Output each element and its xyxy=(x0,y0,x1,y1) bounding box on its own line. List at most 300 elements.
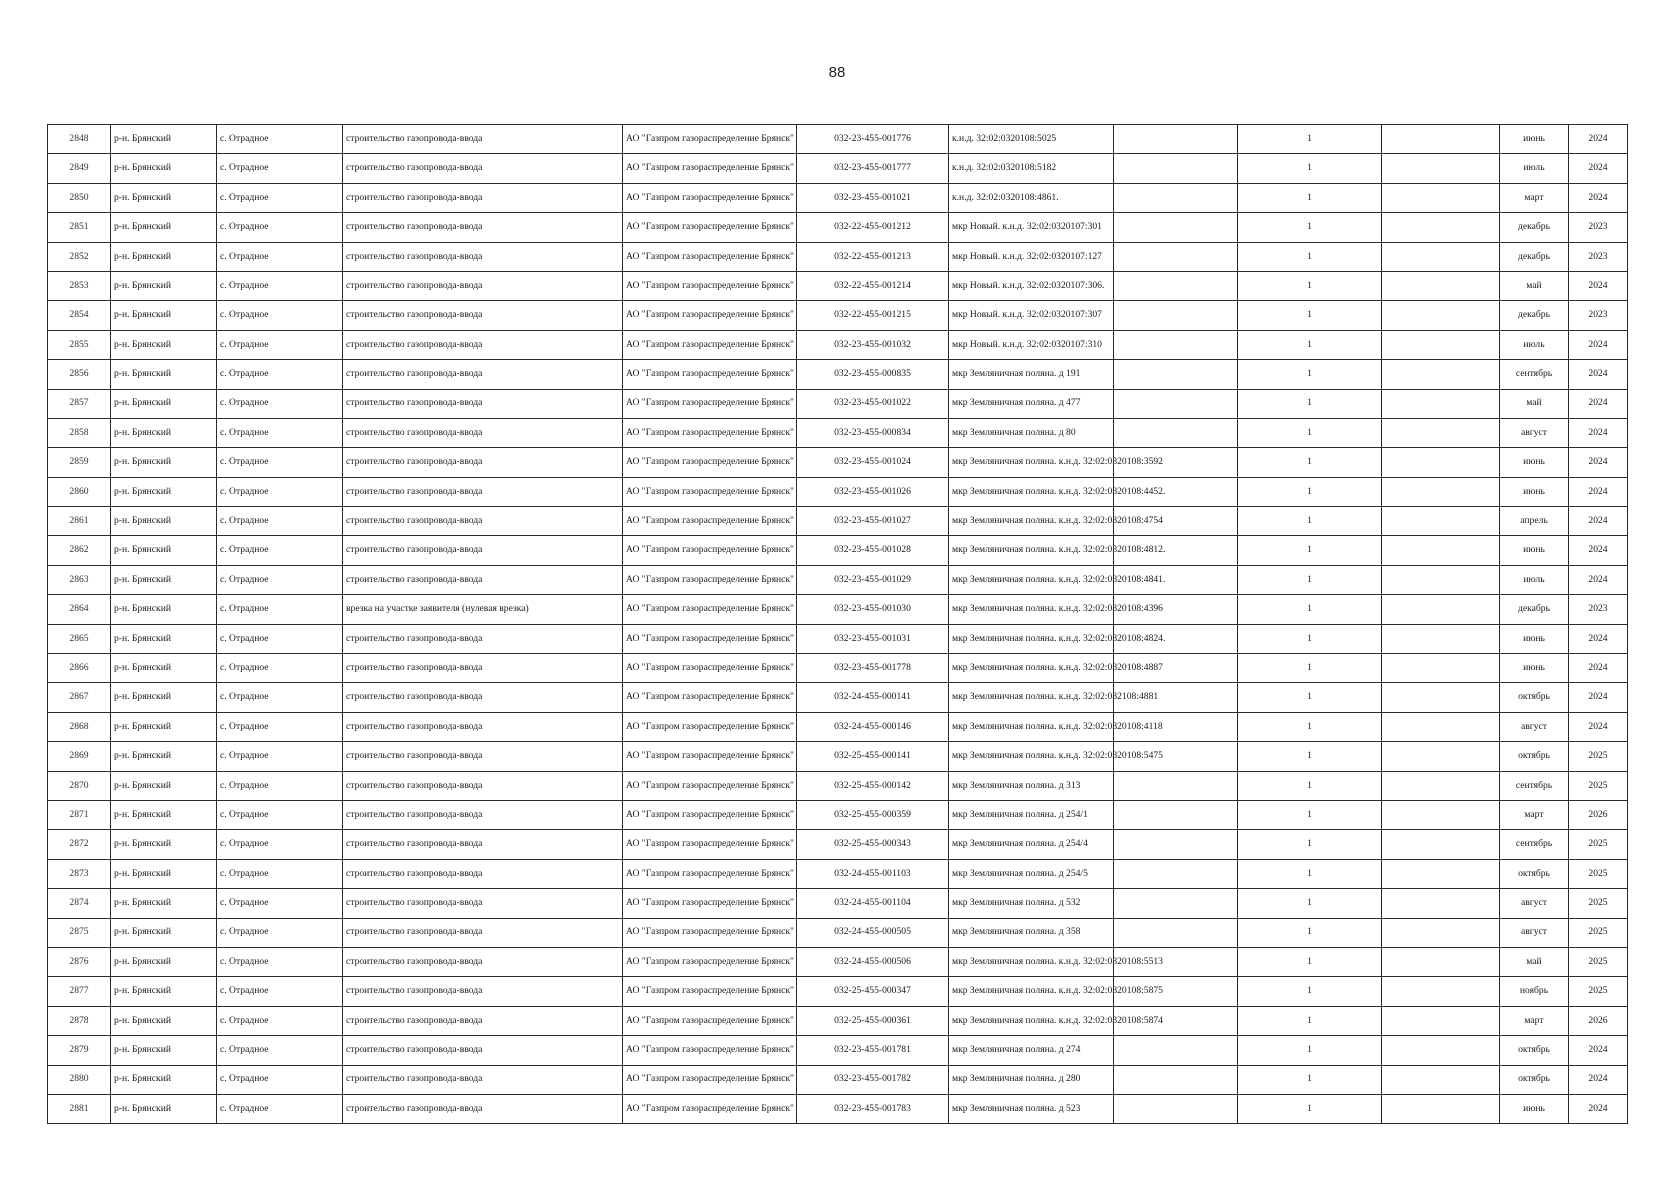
contract-number-cell: 032-23-455-000835 xyxy=(797,360,949,389)
contract-number-cell: 032-23-455-001778 xyxy=(797,654,949,683)
year-cell: 2024 xyxy=(1569,624,1628,653)
settlement-cell: с. Отрадное xyxy=(217,830,343,859)
district-cell: р-н. Брянский xyxy=(111,448,217,477)
empty-cell xyxy=(1382,389,1500,418)
contract-number-cell: 032-23-455-001027 xyxy=(797,507,949,536)
row-number-cell: 2857 xyxy=(48,389,111,418)
empty-cell xyxy=(1114,889,1238,918)
month-cell: июль xyxy=(1500,565,1569,594)
quantity-cell: 1 xyxy=(1238,595,1382,624)
work-type-cell: строительство газопровода-ввода xyxy=(343,947,623,976)
quantity-cell: 1 xyxy=(1238,242,1382,271)
table-row xyxy=(48,800,1628,829)
empty-cell xyxy=(1114,1094,1238,1123)
organization-cell: АО "Газпром газораспределение Брянск" xyxy=(623,977,797,1006)
organization-cell: АО "Газпром газораспределение Брянск" xyxy=(623,213,797,242)
address-cell: мкр Земляничная поляна. д 532 xyxy=(949,889,1114,918)
empty-cell xyxy=(1382,654,1500,683)
empty-cell xyxy=(1114,360,1238,389)
empty-cell xyxy=(1114,389,1238,418)
empty-cell xyxy=(1114,830,1238,859)
month-cell: июнь xyxy=(1500,125,1569,154)
table-row xyxy=(48,477,1628,506)
row-number-cell: 2881 xyxy=(48,1094,111,1123)
empty-cell xyxy=(1114,301,1238,330)
year-cell: 2025 xyxy=(1569,830,1628,859)
district-cell: р-н. Брянский xyxy=(111,507,217,536)
contract-number-cell: 032-24-455-000141 xyxy=(797,683,949,712)
work-type-cell: врезка на участке заявителя (нулевая врезка) xyxy=(343,595,623,624)
address-cell: мкр Земляничная поляна. д 254/1 xyxy=(949,800,1114,829)
organization-cell: АО "Газпром газораспределение Брянск" xyxy=(623,418,797,447)
address-cell: мкр Земляничная поляна. к.н.д. 32:02:0320108:4812. xyxy=(949,536,1114,565)
table-row xyxy=(48,389,1628,418)
row-number-cell: 2874 xyxy=(48,889,111,918)
contract-number-cell: 032-24-455-001104 xyxy=(797,889,949,918)
month-cell: август xyxy=(1500,712,1569,741)
settlement-cell: с. Отрадное xyxy=(217,800,343,829)
work-type-cell: строительство газопровода-ввода xyxy=(343,125,623,154)
contract-number-cell: 032-23-455-001026 xyxy=(797,477,949,506)
address-cell: мкр Земляничная поляна. к.н.д. 32:02:032108:4881 xyxy=(949,683,1114,712)
empty-cell xyxy=(1382,947,1500,976)
empty-cell xyxy=(1114,1065,1238,1094)
month-cell: август xyxy=(1500,418,1569,447)
month-cell: сентябрь xyxy=(1500,360,1569,389)
year-cell: 2024 xyxy=(1569,507,1628,536)
district-cell: р-н. Брянский xyxy=(111,712,217,741)
empty-cell xyxy=(1114,213,1238,242)
year-cell: 2025 xyxy=(1569,947,1628,976)
table-row xyxy=(48,330,1628,359)
work-type-cell: строительство газопровода-ввода xyxy=(343,830,623,859)
organization-cell: АО "Газпром газораспределение Брянск" xyxy=(623,1065,797,1094)
month-cell: сентябрь xyxy=(1500,830,1569,859)
year-cell: 2024 xyxy=(1569,271,1628,300)
table-row xyxy=(48,301,1628,330)
address-cell: мкр Новый. к.н.д. 32:02:0320107:307 xyxy=(949,301,1114,330)
row-number-cell: 2848 xyxy=(48,125,111,154)
settlement-cell: с. Отрадное xyxy=(217,360,343,389)
table-row xyxy=(48,418,1628,447)
empty-cell xyxy=(1382,712,1500,741)
row-number-cell: 2873 xyxy=(48,859,111,888)
row-number-cell: 2862 xyxy=(48,536,111,565)
organization-cell: АО "Газпром газораспределение Брянск" xyxy=(623,301,797,330)
work-type-cell: строительство газопровода-ввода xyxy=(343,1065,623,1094)
quantity-cell: 1 xyxy=(1238,360,1382,389)
settlement-cell: с. Отрадное xyxy=(217,977,343,1006)
quantity-cell: 1 xyxy=(1238,624,1382,653)
table-row xyxy=(48,830,1628,859)
contract-number-cell: 032-23-455-001781 xyxy=(797,1036,949,1065)
empty-cell xyxy=(1114,154,1238,183)
contract-number-cell: 032-23-455-001782 xyxy=(797,1065,949,1094)
year-cell: 2024 xyxy=(1569,536,1628,565)
work-type-cell: строительство газопровода-ввода xyxy=(343,154,623,183)
settlement-cell: с. Отрадное xyxy=(217,271,343,300)
row-number-cell: 2869 xyxy=(48,742,111,771)
page-number: 88 xyxy=(828,64,846,81)
contract-number-cell: 032-23-455-001029 xyxy=(797,565,949,594)
address-cell: мкр Земляничная поляна. к.н.д. 32:02:0320108:4824. xyxy=(949,624,1114,653)
settlement-cell: с. Отрадное xyxy=(217,1006,343,1035)
settlement-cell: с. Отрадное xyxy=(217,154,343,183)
month-cell: декабрь xyxy=(1500,242,1569,271)
organization-cell: АО "Газпром газораспределение Брянск" xyxy=(623,330,797,359)
address-cell: мкр Земляничная поляна. к.н.д. 32:02:0320108:4452. xyxy=(949,477,1114,506)
table-row xyxy=(48,624,1628,653)
month-cell: июнь xyxy=(1500,477,1569,506)
organization-cell: АО "Газпром газораспределение Брянск" xyxy=(623,242,797,271)
address-cell: мкр Земляничная поляна. д 358 xyxy=(949,918,1114,947)
empty-cell xyxy=(1382,1006,1500,1035)
quantity-cell: 1 xyxy=(1238,507,1382,536)
year-cell: 2025 xyxy=(1569,918,1628,947)
address-cell: мкр Новый. к.н.д. 32:02:0320107:310 xyxy=(949,330,1114,359)
organization-cell: АО "Газпром газораспределение Брянск" xyxy=(623,889,797,918)
settlement-cell: с. Отрадное xyxy=(217,418,343,447)
empty-cell xyxy=(1114,242,1238,271)
empty-cell xyxy=(1382,213,1500,242)
organization-cell: АО "Газпром газораспределение Брянск" xyxy=(623,1006,797,1035)
table-row xyxy=(48,125,1628,154)
empty-cell xyxy=(1382,330,1500,359)
settlement-cell: с. Отрадное xyxy=(217,947,343,976)
settlement-cell: с. Отрадное xyxy=(217,242,343,271)
contract-number-cell: 032-24-455-000505 xyxy=(797,918,949,947)
contract-number-cell: 032-24-455-001103 xyxy=(797,859,949,888)
month-cell: июнь xyxy=(1500,536,1569,565)
empty-cell xyxy=(1382,1036,1500,1065)
table-row xyxy=(48,683,1628,712)
contract-number-cell: 032-22-455-001215 xyxy=(797,301,949,330)
table-row xyxy=(48,595,1628,624)
work-type-cell: строительство газопровода-ввода xyxy=(343,183,623,212)
work-type-cell: строительство газопровода-ввода xyxy=(343,477,623,506)
address-cell: мкр Новый. к.н.д. 32:02:0320107:301 xyxy=(949,213,1114,242)
work-type-cell: строительство газопровода-ввода xyxy=(343,889,623,918)
district-cell: р-н. Брянский xyxy=(111,654,217,683)
month-cell: март xyxy=(1500,1006,1569,1035)
year-cell: 2024 xyxy=(1569,389,1628,418)
settlement-cell: с. Отрадное xyxy=(217,565,343,594)
contract-number-cell: 032-25-455-000361 xyxy=(797,1006,949,1035)
organization-cell: АО "Газпром газораспределение Брянск" xyxy=(623,1094,797,1123)
quantity-cell: 1 xyxy=(1238,830,1382,859)
quantity-cell: 1 xyxy=(1238,654,1382,683)
work-type-cell: строительство газопровода-ввода xyxy=(343,448,623,477)
table-row xyxy=(48,654,1628,683)
settlement-cell: с. Отрадное xyxy=(217,742,343,771)
empty-cell xyxy=(1114,771,1238,800)
district-cell: р-н. Брянский xyxy=(111,771,217,800)
table-row xyxy=(48,183,1628,212)
district-cell: р-н. Брянский xyxy=(111,918,217,947)
year-cell: 2023 xyxy=(1569,595,1628,624)
month-cell: декабрь xyxy=(1500,213,1569,242)
table-body xyxy=(48,125,1628,1124)
work-type-cell: строительство газопровода-ввода xyxy=(343,742,623,771)
row-number-cell: 2871 xyxy=(48,800,111,829)
settlement-cell: с. Отрадное xyxy=(217,330,343,359)
work-type-cell: строительство газопровода-ввода xyxy=(343,624,623,653)
year-cell: 2025 xyxy=(1569,977,1628,1006)
month-cell: октябрь xyxy=(1500,1065,1569,1094)
address-cell: мкр Земляничная поляна. д 280 xyxy=(949,1065,1114,1094)
row-number-cell: 2877 xyxy=(48,977,111,1006)
quantity-cell: 1 xyxy=(1238,712,1382,741)
work-type-cell: строительство газопровода-ввода xyxy=(343,977,623,1006)
quantity-cell: 1 xyxy=(1238,389,1382,418)
table-row xyxy=(48,859,1628,888)
settlement-cell: с. Отрадное xyxy=(217,1094,343,1123)
month-cell: декабрь xyxy=(1500,301,1569,330)
address-cell: мкр Земляничная поляна. к.н.д. 32:02:0320108:4754 xyxy=(949,507,1114,536)
empty-cell xyxy=(1114,330,1238,359)
year-cell: 2024 xyxy=(1569,683,1628,712)
table-row xyxy=(48,154,1628,183)
work-type-cell: строительство газопровода-ввода xyxy=(343,565,623,594)
organization-cell: АО "Газпром газораспределение Брянск" xyxy=(623,771,797,800)
district-cell: р-н. Брянский xyxy=(111,1065,217,1094)
year-cell: 2024 xyxy=(1569,125,1628,154)
month-cell: сентябрь xyxy=(1500,771,1569,800)
row-number-cell: 2861 xyxy=(48,507,111,536)
address-cell: к.н.д. 32:02:0320108:4861. xyxy=(949,183,1114,212)
empty-cell xyxy=(1382,683,1500,712)
organization-cell: АО "Газпром газораспределение Брянск" xyxy=(623,360,797,389)
row-number-cell: 2852 xyxy=(48,242,111,271)
organization-cell: АО "Газпром газораспределение Брянск" xyxy=(623,154,797,183)
settlement-cell: с. Отрадное xyxy=(217,448,343,477)
month-cell: октябрь xyxy=(1500,859,1569,888)
district-cell: р-н. Брянский xyxy=(111,1094,217,1123)
year-cell: 2024 xyxy=(1569,418,1628,447)
contract-number-cell: 032-25-455-000141 xyxy=(797,742,949,771)
month-cell: июнь xyxy=(1500,624,1569,653)
district-cell: р-н. Брянский xyxy=(111,418,217,447)
organization-cell: АО "Газпром газораспределение Брянск" xyxy=(623,947,797,976)
contract-number-cell: 032-22-455-001213 xyxy=(797,242,949,271)
contract-number-cell: 032-25-455-000359 xyxy=(797,800,949,829)
organization-cell: АО "Газпром газораспределение Брянск" xyxy=(623,507,797,536)
settlement-cell: с. Отрадное xyxy=(217,859,343,888)
contract-number-cell: 032-23-455-000834 xyxy=(797,418,949,447)
quantity-cell: 1 xyxy=(1238,1065,1382,1094)
address-cell: мкр Земляничная поляна. к.н.д. 32:02:0320108:4841. xyxy=(949,565,1114,594)
district-cell: р-н. Брянский xyxy=(111,389,217,418)
district-cell: р-н. Брянский xyxy=(111,1006,217,1035)
organization-cell: АО "Газпром газораспределение Брянск" xyxy=(623,624,797,653)
quantity-cell: 1 xyxy=(1238,1036,1382,1065)
settlement-cell: с. Отрадное xyxy=(217,1036,343,1065)
quantity-cell: 1 xyxy=(1238,536,1382,565)
empty-cell xyxy=(1382,448,1500,477)
year-cell: 2023 xyxy=(1569,242,1628,271)
work-type-cell: строительство газопровода-ввода xyxy=(343,271,623,300)
quantity-cell: 1 xyxy=(1238,477,1382,506)
work-type-cell: строительство газопровода-ввода xyxy=(343,507,623,536)
contract-number-cell: 032-23-455-001777 xyxy=(797,154,949,183)
organization-cell: АО "Газпром газораспределение Брянск" xyxy=(623,477,797,506)
contract-number-cell: 032-23-455-001032 xyxy=(797,330,949,359)
row-number-cell: 2866 xyxy=(48,654,111,683)
organization-cell: АО "Газпром газораспределение Брянск" xyxy=(623,183,797,212)
row-number-cell: 2864 xyxy=(48,595,111,624)
month-cell: ноябрь xyxy=(1500,977,1569,1006)
row-number-cell: 2856 xyxy=(48,360,111,389)
address-cell: мкр Земляничная поляна. к.н.д. 32:02:0320108:5875 xyxy=(949,977,1114,1006)
row-number-cell: 2854 xyxy=(48,301,111,330)
address-cell: мкр Земляничная поляна. д 477 xyxy=(949,389,1114,418)
empty-cell xyxy=(1382,624,1500,653)
address-cell: мкр Земляничная поляна. д 254/4 xyxy=(949,830,1114,859)
contract-number-cell: 032-25-455-000343 xyxy=(797,830,949,859)
empty-cell xyxy=(1382,918,1500,947)
quantity-cell: 1 xyxy=(1238,271,1382,300)
address-cell: к.н.д. 32:02:0320108:5025 xyxy=(949,125,1114,154)
month-cell: май xyxy=(1500,947,1569,976)
month-cell: июнь xyxy=(1500,1094,1569,1123)
table-row xyxy=(48,742,1628,771)
table-row xyxy=(48,889,1628,918)
quantity-cell: 1 xyxy=(1238,683,1382,712)
register-table xyxy=(47,124,1628,1124)
quantity-cell: 1 xyxy=(1238,1006,1382,1035)
table-row xyxy=(48,1006,1628,1035)
table-row xyxy=(48,565,1628,594)
district-cell: р-н. Брянский xyxy=(111,213,217,242)
work-type-cell: строительство газопровода-ввода xyxy=(343,712,623,741)
empty-cell xyxy=(1114,1036,1238,1065)
address-cell: мкр Земляничная поляна. к.н.д. 32:02:0320108:4887 xyxy=(949,654,1114,683)
organization-cell: АО "Газпром газораспределение Брянск" xyxy=(623,830,797,859)
district-cell: р-н. Брянский xyxy=(111,889,217,918)
district-cell: р-н. Брянский xyxy=(111,242,217,271)
organization-cell: АО "Газпром газораспределение Брянск" xyxy=(623,448,797,477)
district-cell: р-н. Брянский xyxy=(111,154,217,183)
quantity-cell: 1 xyxy=(1238,742,1382,771)
row-number-cell: 2849 xyxy=(48,154,111,183)
work-type-cell: строительство газопровода-ввода xyxy=(343,213,623,242)
settlement-cell: с. Отрадное xyxy=(217,1065,343,1094)
table-row xyxy=(48,448,1628,477)
empty-cell xyxy=(1382,859,1500,888)
address-cell: мкр Земляничная поляна. д 274 xyxy=(949,1036,1114,1065)
empty-cell xyxy=(1382,536,1500,565)
contract-number-cell: 032-23-455-001030 xyxy=(797,595,949,624)
quantity-cell: 1 xyxy=(1238,771,1382,800)
settlement-cell: с. Отрадное xyxy=(217,183,343,212)
quantity-cell: 1 xyxy=(1238,125,1382,154)
district-cell: р-н. Брянский xyxy=(111,477,217,506)
year-cell: 2026 xyxy=(1569,800,1628,829)
row-number-cell: 2870 xyxy=(48,771,111,800)
table-row xyxy=(48,271,1628,300)
organization-cell: АО "Газпром газораспределение Брянск" xyxy=(623,654,797,683)
quantity-cell: 1 xyxy=(1238,1094,1382,1123)
empty-cell xyxy=(1382,418,1500,447)
row-number-cell: 2855 xyxy=(48,330,111,359)
year-cell: 2023 xyxy=(1569,301,1628,330)
year-cell: 2024 xyxy=(1569,477,1628,506)
district-cell: р-н. Брянский xyxy=(111,301,217,330)
district-cell: р-н. Брянский xyxy=(111,800,217,829)
year-cell: 2024 xyxy=(1569,154,1628,183)
empty-cell xyxy=(1382,242,1500,271)
year-cell: 2024 xyxy=(1569,330,1628,359)
quantity-cell: 1 xyxy=(1238,301,1382,330)
year-cell: 2024 xyxy=(1569,712,1628,741)
work-type-cell: строительство газопровода-ввода xyxy=(343,242,623,271)
month-cell: март xyxy=(1500,183,1569,212)
quantity-cell: 1 xyxy=(1238,213,1382,242)
quantity-cell: 1 xyxy=(1238,947,1382,976)
month-cell: май xyxy=(1500,271,1569,300)
year-cell: 2026 xyxy=(1569,1006,1628,1035)
address-cell: мкр Земляничная поляна. к.н.д. 32:02:0320108:4396 xyxy=(949,595,1114,624)
row-number-cell: 2868 xyxy=(48,712,111,741)
year-cell: 2024 xyxy=(1569,565,1628,594)
work-type-cell: строительство газопровода-ввода xyxy=(343,683,623,712)
empty-cell xyxy=(1382,507,1500,536)
empty-cell xyxy=(1382,125,1500,154)
contract-number-cell: 032-22-455-001214 xyxy=(797,271,949,300)
empty-cell xyxy=(1114,183,1238,212)
settlement-cell: с. Отрадное xyxy=(217,771,343,800)
empty-cell xyxy=(1114,918,1238,947)
settlement-cell: с. Отрадное xyxy=(217,595,343,624)
month-cell: июнь xyxy=(1500,654,1569,683)
contract-number-cell: 032-22-455-001212 xyxy=(797,213,949,242)
row-number-cell: 2872 xyxy=(48,830,111,859)
row-number-cell: 2863 xyxy=(48,565,111,594)
row-number-cell: 2865 xyxy=(48,624,111,653)
work-type-cell: строительство газопровода-ввода xyxy=(343,918,623,947)
empty-cell xyxy=(1114,800,1238,829)
empty-cell xyxy=(1382,565,1500,594)
settlement-cell: с. Отрадное xyxy=(217,389,343,418)
contract-number-cell: 032-23-455-001024 xyxy=(797,448,949,477)
quantity-cell: 1 xyxy=(1238,800,1382,829)
empty-cell xyxy=(1114,125,1238,154)
address-cell: мкр Земляничная поляна. д 254/5 xyxy=(949,859,1114,888)
month-cell: май xyxy=(1500,389,1569,418)
settlement-cell: с. Отрадное xyxy=(217,712,343,741)
district-cell: р-н. Брянский xyxy=(111,683,217,712)
month-cell: июль xyxy=(1500,330,1569,359)
address-cell: к.н.д. 32:02:0320108:5182 xyxy=(949,154,1114,183)
address-cell: мкр Новый. к.н.д. 32:02:0320107:306. xyxy=(949,271,1114,300)
organization-cell: АО "Газпром газораспределение Брянск" xyxy=(623,389,797,418)
table-row xyxy=(48,1094,1628,1123)
settlement-cell: с. Отрадное xyxy=(217,125,343,154)
empty-cell xyxy=(1382,742,1500,771)
organization-cell: АО "Газпром газораспределение Брянск" xyxy=(623,125,797,154)
month-cell: октябрь xyxy=(1500,683,1569,712)
settlement-cell: с. Отрадное xyxy=(217,654,343,683)
work-type-cell: строительство газопровода-ввода xyxy=(343,859,623,888)
address-cell: мкр Земляничная поляна. к.н.д. 32:02:0320108:5513 xyxy=(949,947,1114,976)
district-cell: р-н. Брянский xyxy=(111,595,217,624)
settlement-cell: с. Отрадное xyxy=(217,507,343,536)
work-type-cell: строительство газопровода-ввода xyxy=(343,1006,623,1035)
district-cell: р-н. Брянский xyxy=(111,330,217,359)
work-type-cell: строительство газопровода-ввода xyxy=(343,771,623,800)
work-type-cell: строительство газопровода-ввода xyxy=(343,1036,623,1065)
organization-cell: АО "Газпром газораспределение Брянск" xyxy=(623,742,797,771)
